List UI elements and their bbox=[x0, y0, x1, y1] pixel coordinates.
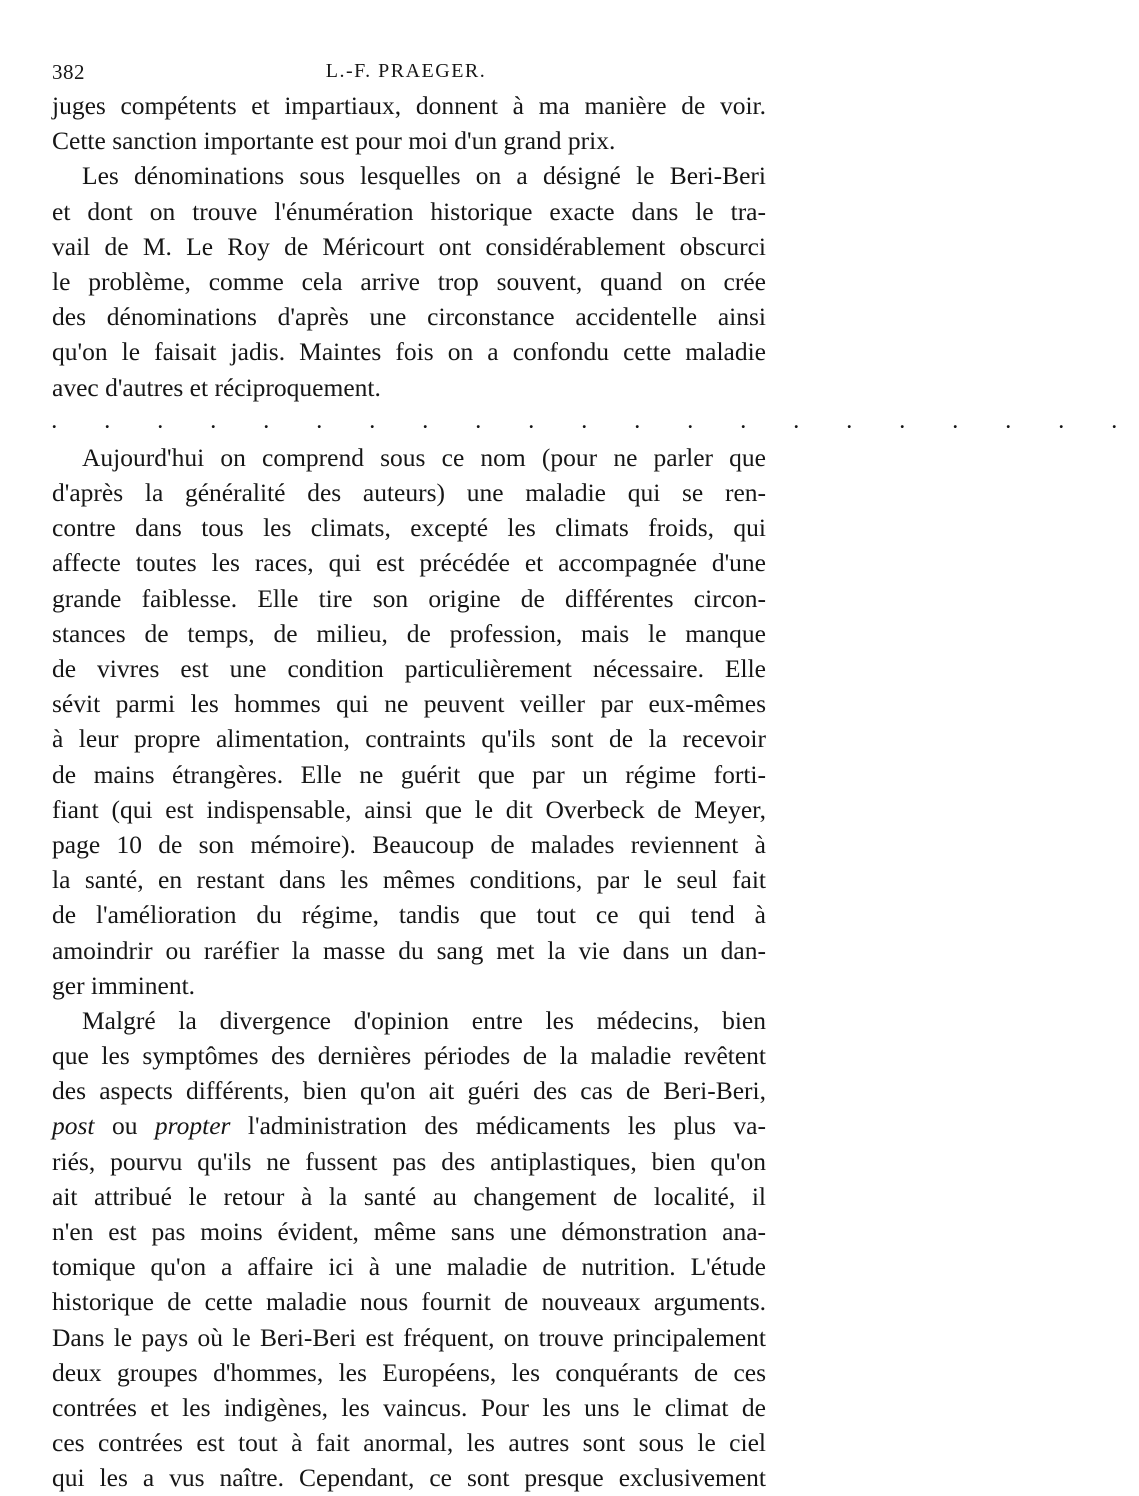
text-line: Dans le pays où le Beri-Beri est fréquent, on trouve principalement bbox=[52, 1322, 766, 1352]
text-line: Cette sanction importante est pour moi d'un grand prix. bbox=[52, 126, 616, 156]
text-line: deux groupes d'hommes, les Européens, les conquérants de ces bbox=[52, 1357, 766, 1387]
text-line: contrées et les indigènes, les vaincus. Pour les uns le climat de bbox=[52, 1392, 766, 1422]
text-line: vail de M. Le Roy de Méricourt ont considérablement obscurci bbox=[52, 231, 766, 261]
text-line: tomique qu'on a affaire ici à une maladie de nutrition. L'étude bbox=[52, 1252, 766, 1282]
text-line: affecte toutes les races, qui est précédée et accompagnée d'une bbox=[52, 548, 766, 578]
line-tail: l'administration des médicaments les plus va- bbox=[230, 1111, 766, 1141]
word-ou: ou bbox=[94, 1111, 155, 1141]
text-line: page 10 de son mémoire). Beaucoup de malades reviennent à bbox=[52, 829, 766, 859]
running-head: L.-F. PRAEGER. bbox=[325, 60, 487, 82]
text-line: que les symptômes des dernières périodes de la maladie revêtent bbox=[52, 1041, 766, 1071]
text-line: le problème, comme cela arrive trop souvent, quand on crée bbox=[52, 266, 766, 296]
paragraph-2 bbox=[52, 158, 766, 404]
page-header bbox=[52, 60, 760, 84]
text-line: des aspects différents, bien qu'on ait guéri des cas de Beri-Beri, bbox=[52, 1076, 766, 1106]
text-line: riés, pourvu qu'ils ne fussent pas des antiplastiques, bien qu'on bbox=[52, 1146, 766, 1176]
text-line: historique de cette maladie nous fournit de nouveaux arguments. bbox=[52, 1287, 766, 1317]
text-line: de l'amélioration du régime, tandis que tout ce qui tend à bbox=[52, 900, 766, 930]
text-line: fiant (qui est indispensable, ainsi que le dit Overbeck de Meyer, bbox=[52, 794, 766, 824]
text-line: contre dans tous les climats, excepté les climats froids, qui bbox=[52, 513, 766, 543]
text-line: d'après la généralité des auteurs) une maladie qui se ren- bbox=[52, 478, 766, 508]
text-line: grande faiblesse. Elle tire son origine de différentes circon- bbox=[52, 583, 766, 613]
text-line: sévit parmi les hommes qui ne peuvent veiller par eux-mêmes bbox=[52, 689, 766, 719]
text-line: stances de temps, de milieu, de profession, mais le manque bbox=[52, 618, 766, 648]
text-line-italic-mixed bbox=[52, 1108, 766, 1143]
text-line: juges compétents et impartiaux, donnent à ma manière de voir. bbox=[52, 91, 766, 120]
text-line: ces contrées est tout à fait anormal, les autres sont sous le ciel bbox=[52, 1428, 766, 1458]
ellipsis-separator: . . . . . . . . . . . . . . . . . . . . . bbox=[52, 411, 1139, 432]
italic-word-propter: propter bbox=[154, 1111, 231, 1141]
page-number: 382 bbox=[52, 60, 85, 84]
text-line: Malgré la divergence d'opinion entre les médecins, bien bbox=[82, 1005, 766, 1035]
paragraph-3 bbox=[52, 440, 766, 1003]
text-line: des dénominations d'après une circonstance accidentelle ainsi bbox=[52, 302, 766, 332]
text-line: à leur propre alimentation, contraints qu'ils sont de la recevoir bbox=[52, 724, 766, 754]
text-line: Les dénominations sous lesquelles on a désigné le Beri-Beri bbox=[82, 161, 766, 191]
text-line: de mains étrangères. Elle ne guérit que par un régime forti- bbox=[52, 759, 766, 789]
text-line: Aujourd'hui on comprend sous ce nom (pour ne parler que bbox=[82, 442, 766, 472]
text-line: et dont on trouve l'énumération historique exacte dans le tra- bbox=[52, 196, 766, 226]
body-text bbox=[52, 88, 1139, 1496]
text-line: la santé, en restant dans les mêmes conditions, par le seul fait bbox=[52, 865, 766, 895]
text-line: qu'on le faisait jadis. Maintes fois on a confondu cette maladie bbox=[52, 337, 766, 367]
text-line: amoindrir ou raréfier la masse du sang met la vie dans un dan- bbox=[52, 935, 766, 965]
paragraph-4 bbox=[52, 1003, 766, 1496]
text-line: de vivres est une condition particulièrement nécessaire. Elle bbox=[52, 654, 766, 683]
text-line: qui les a vus naître. Cependant, ce sont presque exclusivement bbox=[52, 1463, 766, 1493]
text-line: avec d'autres et réciproquement. bbox=[52, 372, 381, 402]
paragraph-1 bbox=[52, 88, 766, 158]
italic-word-post: post bbox=[52, 1111, 95, 1141]
text-line: n'en est pas moins évident, même sans une démonstration ana- bbox=[52, 1217, 766, 1246]
text-line: ait attribué le retour à la santé au changement de localité, il bbox=[52, 1181, 766, 1211]
text-line: ger imminent. bbox=[52, 970, 196, 1000]
